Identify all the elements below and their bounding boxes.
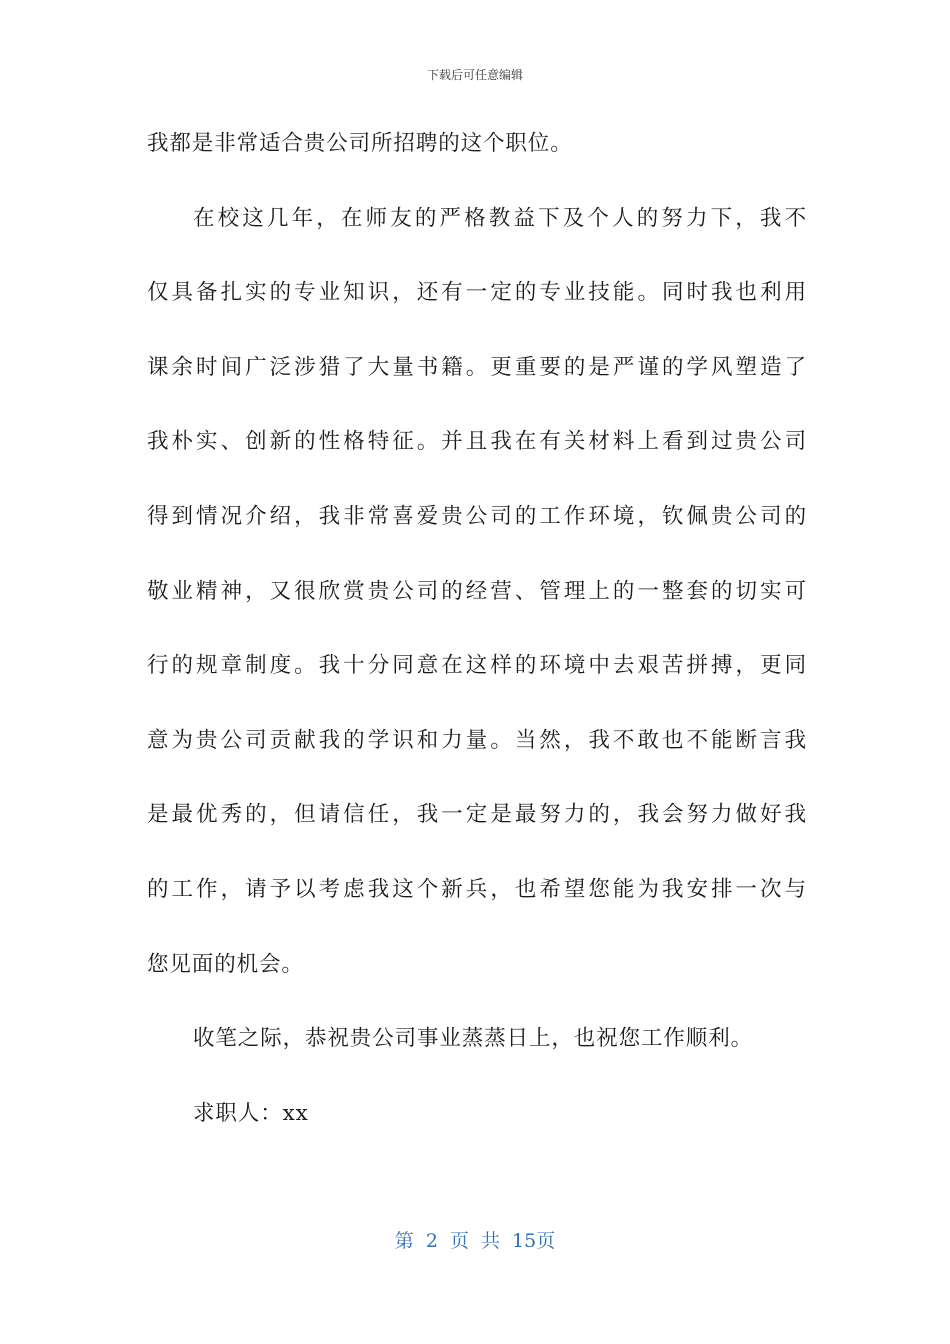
text-line: 行的规章制度。我十分同意在这样的环境中去艰苦拼搏，更同 — [147, 653, 807, 679]
text-line: 意为贵公司贡献我的学识和力量。当然，我不敢也不能断言我 — [147, 727, 807, 753]
page-number: 第 2 页 共 15页 — [394, 1230, 556, 1252]
text-line: 仅具备扎实的专业知识，还有一定的专业技能。同时我也利用 — [147, 280, 807, 306]
text-line: 我朴实、创新的性格特征。并且我在有关材料上看到过贵公司 — [147, 429, 807, 455]
text-line: 收笔之际，恭祝贵公司事业蒸蒸日上，也祝您工作顺利。 — [193, 1026, 754, 1052]
text-line: 我都是非常适合贵公司所招聘的这个职位。 — [147, 131, 573, 156]
text-line: 在校这几年，在师友的严格教益下及个人的努力下，我不 — [193, 205, 807, 231]
page-header: 下载后可任意编辑 — [426, 68, 523, 82]
text-line: 课余时间广泛涉猎了大量书籍。更重要的是严谨的学风塑造了 — [147, 354, 807, 380]
text-line: 的工作，请予以考虑我这个新兵，也希望您能为我安排一次与 — [147, 876, 807, 902]
letter-body — [147, 119, 807, 1163]
text-line: 是最优秀的，但请信任，我一定是最努力的，我会努力做好我 — [147, 802, 807, 828]
text-line: 敬业精神，又很欣赏贵公司的经营、管理上的一整套的切实可 — [147, 578, 807, 604]
signature-line: 求职人：xx — [193, 1100, 309, 1126]
text-line: 得到情况介绍，我非常喜爱贵公司的工作环境，钦佩贵公司的 — [147, 503, 807, 529]
text-line: 您见面的机会。 — [147, 951, 304, 977]
